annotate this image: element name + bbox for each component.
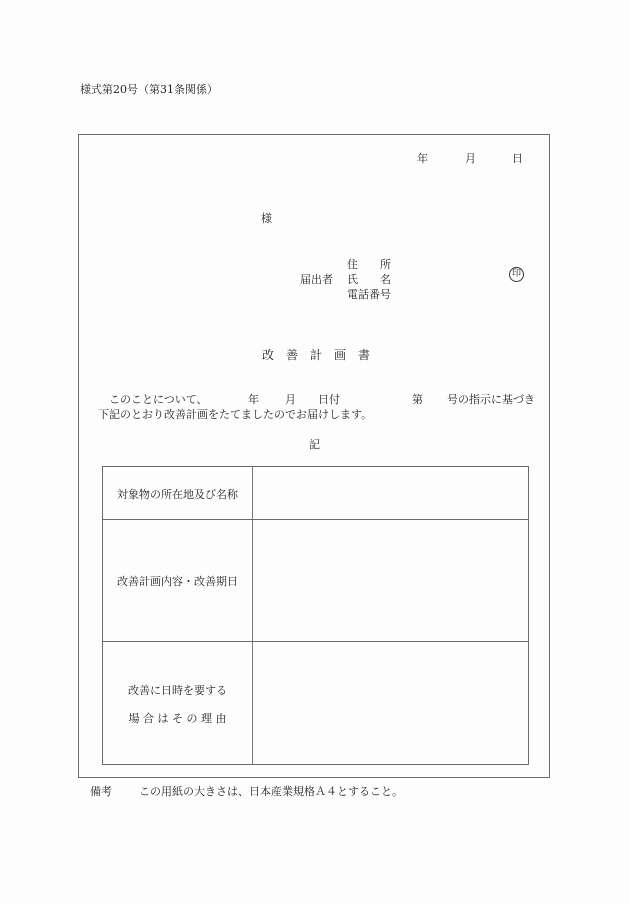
date-day-label: 日	[512, 152, 523, 165]
label-reason-line2: 場 合 は そ の 理 由	[128, 712, 227, 725]
form-number: 様式第20号（第31条関係）	[80, 83, 218, 96]
applicant-label: 届出者	[300, 273, 333, 286]
label-plan-content-and-deadline: 改善計画内容・改善期日	[117, 575, 238, 588]
label-location-and-name: 対象物の所在地及び名称	[117, 488, 238, 501]
address-label: 住 所	[347, 258, 391, 271]
seal-icon: 印	[509, 267, 524, 282]
label-reason-line1: 改善に日時を要する	[128, 684, 227, 697]
document-title: 改 善 計 画 書	[262, 348, 371, 362]
remarks-label: 備考	[90, 785, 112, 798]
phone-label: 電話番号	[347, 288, 391, 301]
date-month-label: 月	[465, 152, 476, 165]
value-reason[interactable]	[253, 642, 528, 764]
body-year: 年	[248, 393, 259, 406]
name-label: 氏 名	[347, 273, 391, 286]
body-month: 月	[285, 393, 296, 406]
body-line1-suffix: 号の指示に基づき	[447, 393, 535, 406]
addressee-suffix: 様	[261, 212, 272, 225]
ki-heading: 記	[309, 438, 320, 451]
remarks-text: この用紙の大きさは、日本産業規格Ａ４とすること。	[139, 785, 403, 798]
body-line1-prefix: このことについて、	[109, 393, 208, 406]
details-table	[102, 466, 529, 765]
date-year-label: 年	[417, 152, 428, 165]
value-location-and-name[interactable]	[253, 467, 528, 519]
value-plan-content-and-deadline[interactable]	[253, 520, 528, 641]
body-line2: 下記のとおり改善計画をたてましたのでお届けします。	[98, 408, 373, 421]
body-dai: 第	[412, 393, 423, 406]
body-day-suffix: 日付	[318, 393, 340, 406]
